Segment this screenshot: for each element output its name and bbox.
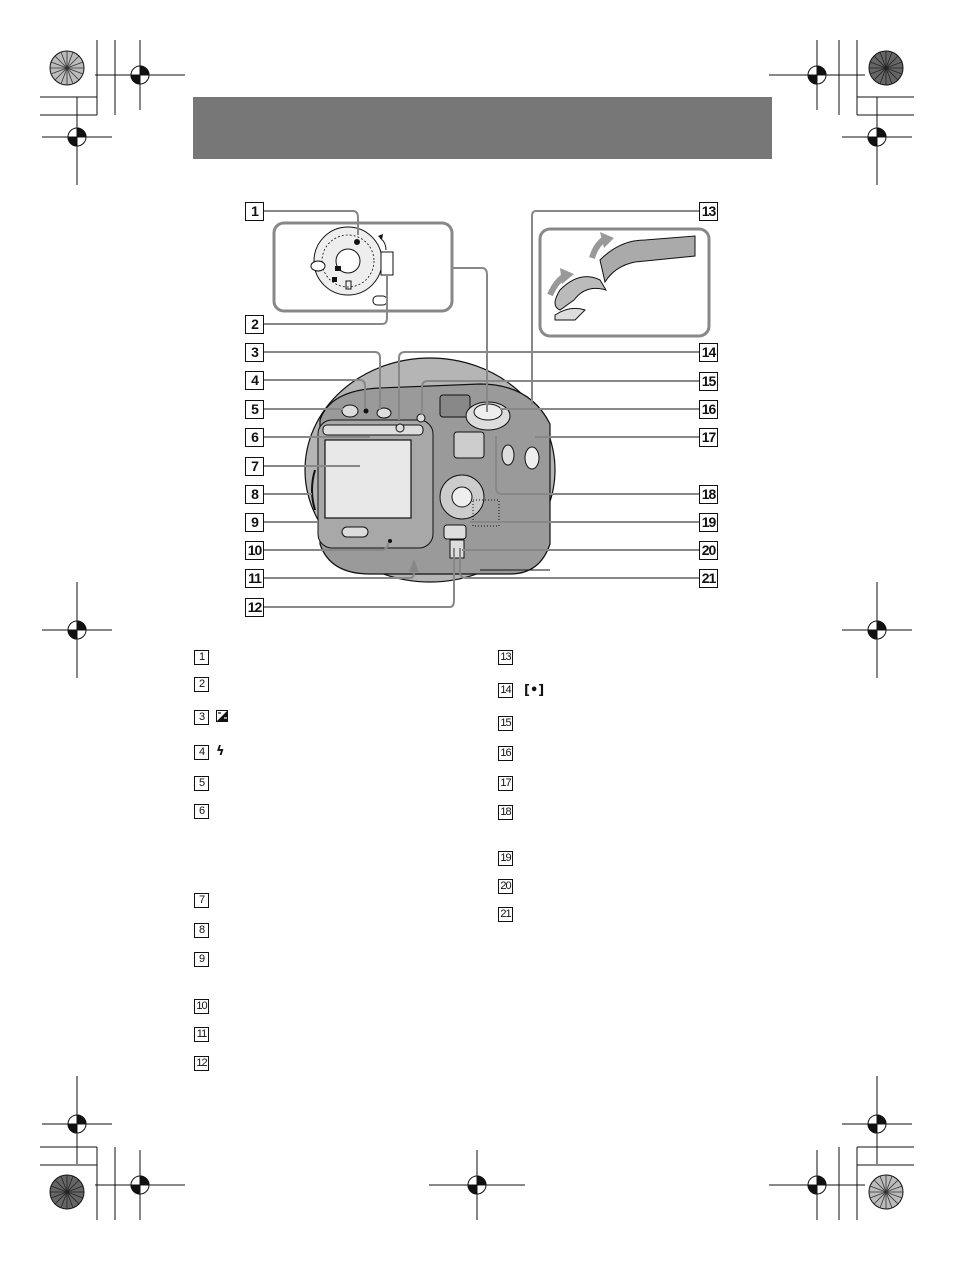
legend-item-4: 4 — [194, 745, 209, 760]
legend-item-12: 12 — [194, 1056, 209, 1071]
legend-item-20: 20 — [498, 879, 513, 894]
callout-9: 9 — [245, 513, 264, 532]
camera-body — [305, 358, 555, 582]
callout-17: 17 — [699, 428, 718, 447]
callout-11: 11 — [245, 569, 264, 588]
legend-item-14: 14 — [498, 683, 513, 698]
callout-15: 15 — [699, 372, 718, 391]
legend-item-18: 18 — [498, 805, 513, 820]
legend-item-13: 13 — [498, 650, 513, 665]
legend-item-9: 9 — [194, 952, 209, 967]
callout-8: 8 — [245, 485, 264, 504]
callout-12: 12 — [245, 598, 264, 617]
legend-item-1: 1 — [194, 650, 209, 665]
legend-item-15: 15 — [498, 716, 513, 731]
legend-item-21: 21 — [498, 907, 513, 922]
mode-dial-icon — [314, 227, 382, 295]
exposure-icon — [216, 710, 228, 726]
legend-item-6: 6 — [194, 804, 209, 819]
callout-19: 19 — [699, 513, 718, 532]
legend-item-3: 3 — [194, 710, 209, 725]
legend-item-10: 10 — [194, 999, 209, 1014]
callout-5: 5 — [245, 400, 264, 419]
callout-16: 16 — [699, 400, 718, 419]
callout-3: 3 — [245, 343, 264, 362]
lcd-screen — [325, 440, 411, 518]
callout-13: 13 — [699, 202, 718, 221]
callout-4: 4 — [245, 371, 264, 390]
legend-item-17: 17 — [498, 776, 513, 791]
callout-1: 1 — [245, 202, 264, 221]
legend-item-19: 19 — [498, 851, 513, 866]
legend-item-16: 16 — [498, 746, 513, 761]
callout-10: 10 — [245, 541, 264, 560]
legend-item-5: 5 — [194, 776, 209, 791]
callout-2: 2 — [245, 315, 264, 334]
callout-14: 14 — [699, 343, 718, 362]
callout-7: 7 — [245, 457, 264, 476]
legend-item-11: 11 — [194, 1027, 209, 1042]
callout-20: 20 — [699, 541, 718, 560]
spot-metering-icon: [•] — [524, 683, 545, 698]
callout-21: 21 — [699, 569, 718, 588]
callout-18: 18 — [699, 485, 718, 504]
flash-icon: ϟ — [216, 744, 225, 759]
legend-item-2: 2 — [194, 677, 209, 692]
legend-item-8: 8 — [194, 923, 209, 938]
legend-item-7: 7 — [194, 893, 209, 908]
callout-6: 6 — [245, 428, 264, 447]
